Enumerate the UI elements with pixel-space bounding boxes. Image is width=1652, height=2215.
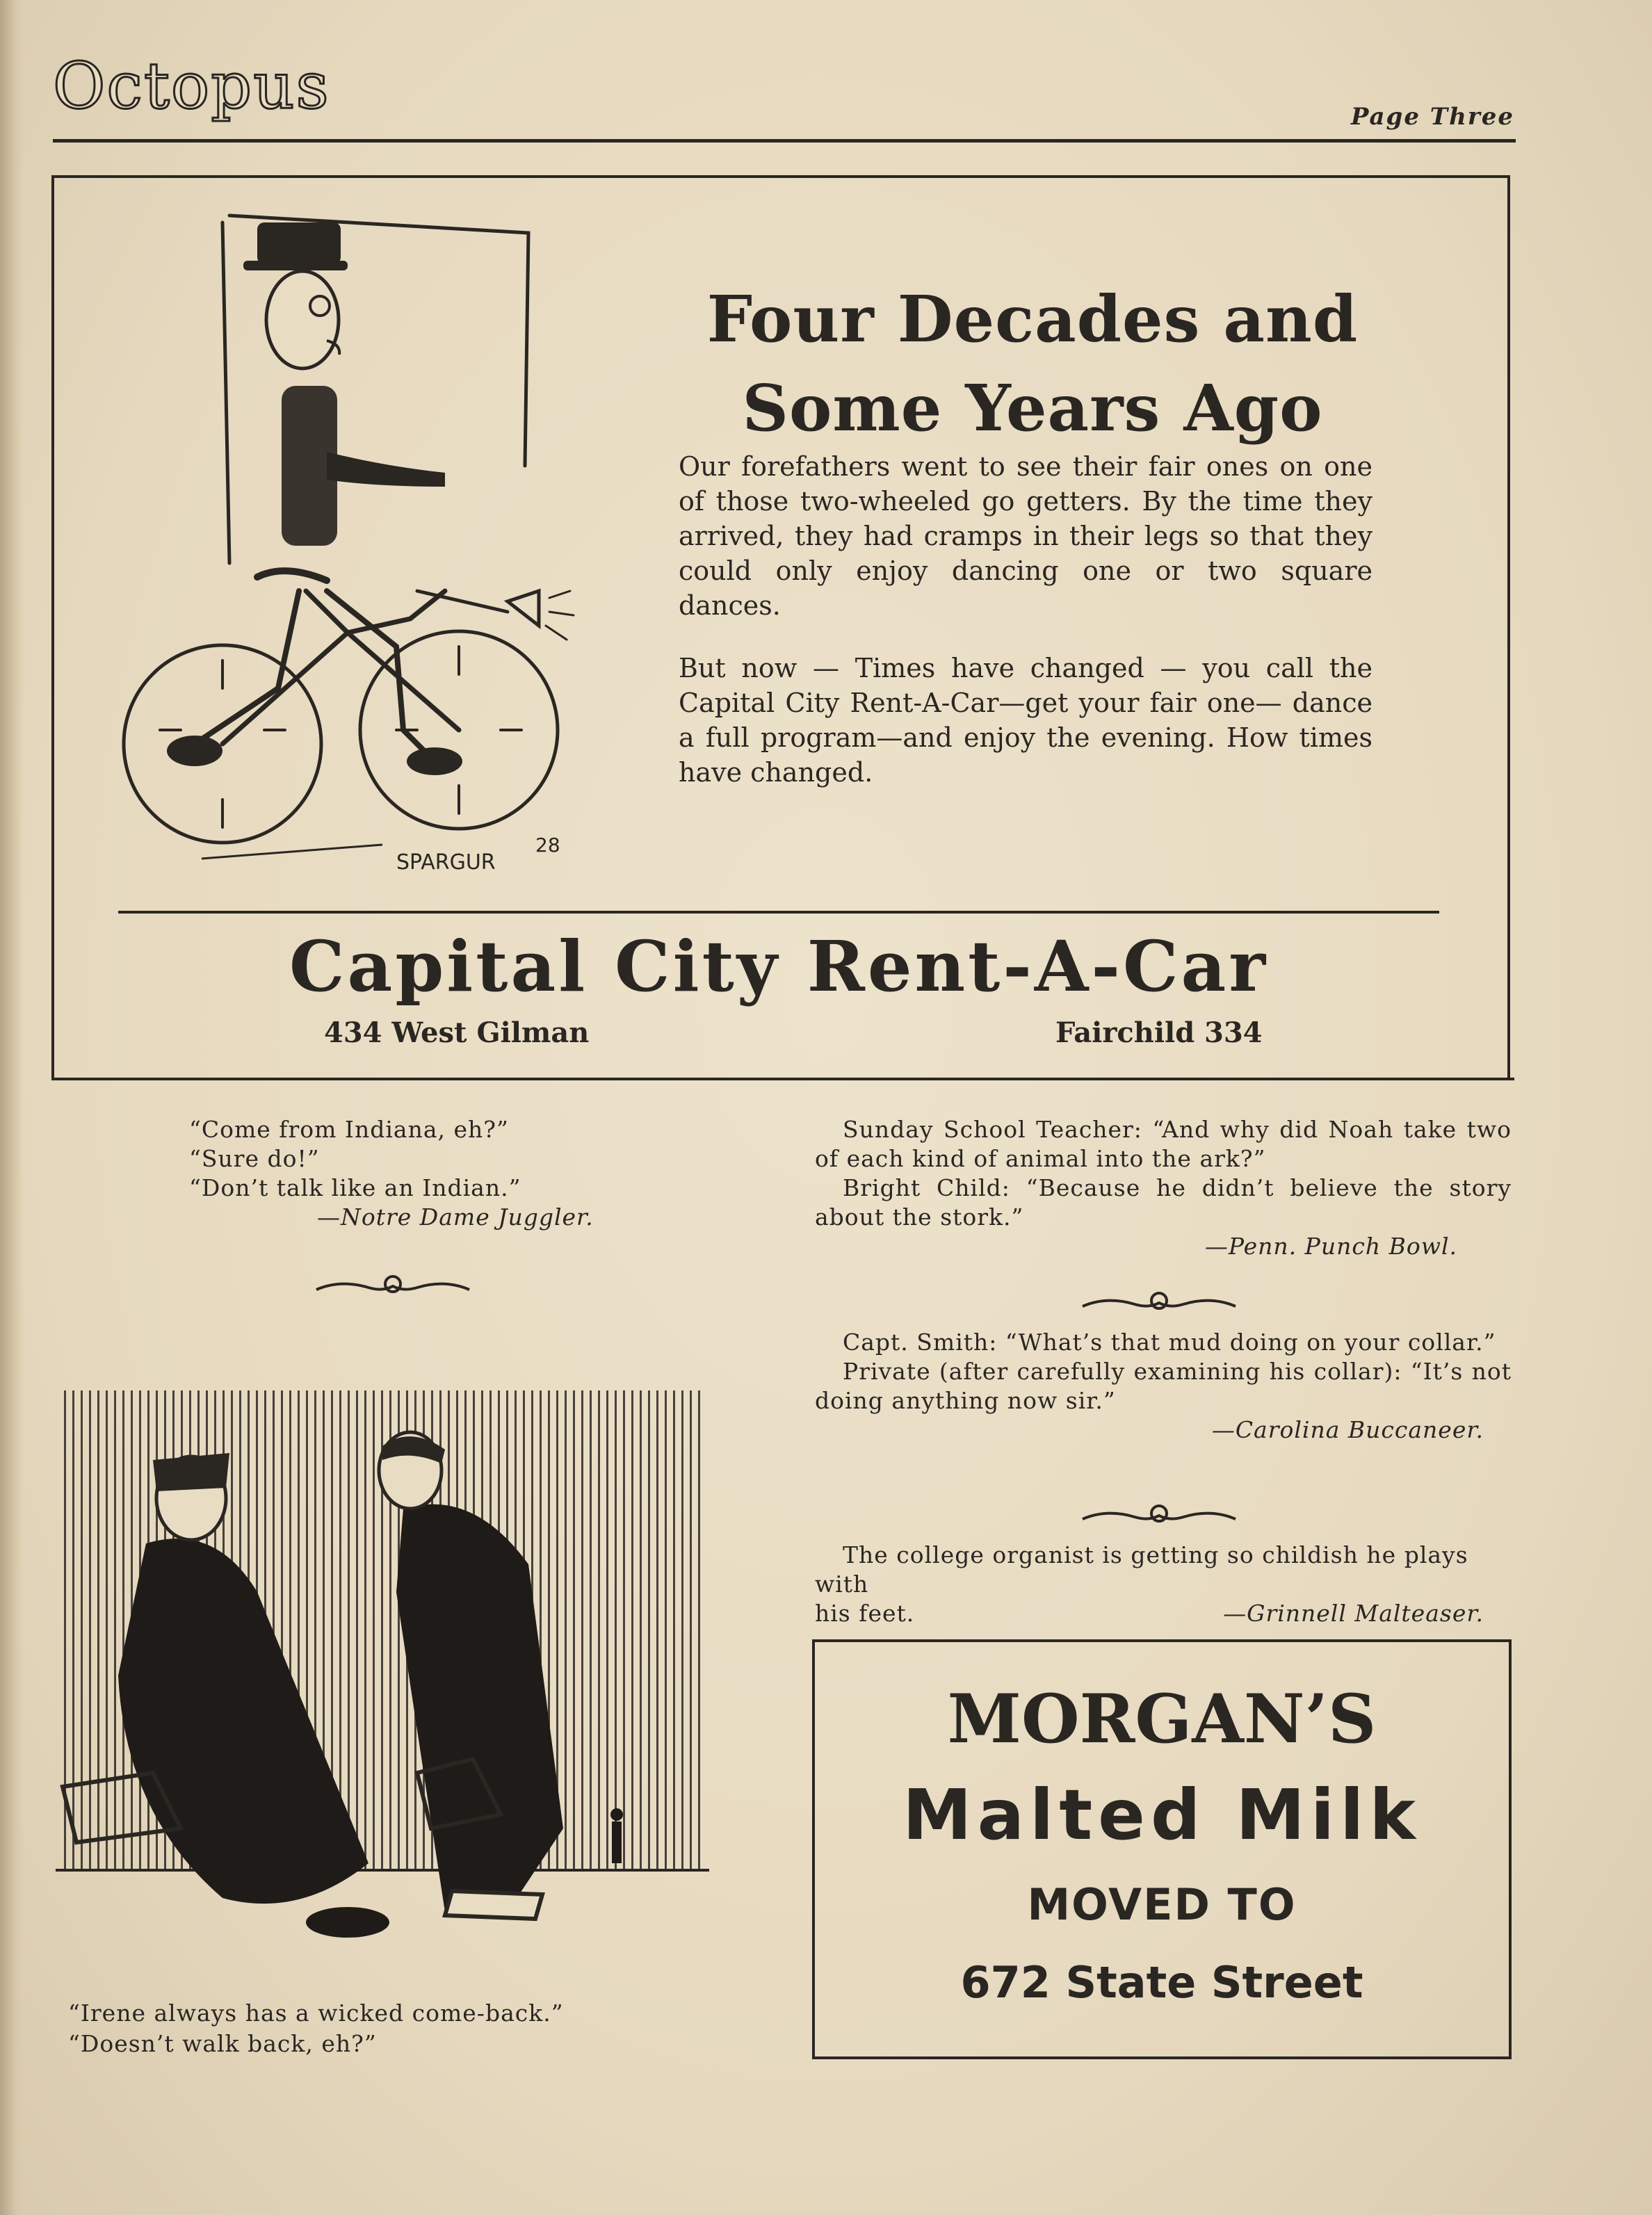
joke-line: “Don’t talk like an Indian.” bbox=[189, 1174, 521, 1201]
morgans-name: MORGAN’S bbox=[947, 1680, 1377, 1758]
joke-line: The college organist is getting so childish he plays with bbox=[815, 1541, 1468, 1598]
joke-paragraph: Private (after carefully examining his collar): “It’s not doing anything now sir.” bbox=[815, 1358, 1512, 1414]
joke-paragraph: Sunday School Teacher: “And why did Noah take two of each kind of animal into the ark?” bbox=[815, 1116, 1512, 1172]
joke-noah bbox=[815, 1115, 1512, 1261]
caption-line-1: “Irene always has a wicked come-back.” bbox=[68, 1999, 564, 2027]
joke-credit: —Notre Dame Juggler. bbox=[317, 1203, 594, 1231]
morgans-moved: MOVED TO bbox=[1027, 1879, 1297, 1930]
joke-credit: —Penn. Punch Bowl. bbox=[1204, 1233, 1457, 1260]
morgans-product: Malted Milk bbox=[902, 1774, 1421, 1856]
joke-line: “Come from Indiana, eh?” bbox=[189, 1116, 509, 1143]
ornament-divider bbox=[1079, 1502, 1239, 1530]
ornament-divider bbox=[313, 1272, 473, 1300]
company-name: Capital City Rent-A-Car bbox=[289, 925, 1269, 1007]
joke-paragraph: Capt. Smith: “What’s that mud doing on your collar.” bbox=[843, 1329, 1496, 1356]
joke-credit: —Carolina Buccaneer. bbox=[1211, 1416, 1484, 1443]
joke-paragraph: Bright Child: “Because he didn’t believe the story about the stork.” bbox=[815, 1174, 1512, 1231]
joke-collar bbox=[815, 1328, 1512, 1445]
artist-year: 28 bbox=[535, 834, 560, 857]
joke-indiana bbox=[189, 1115, 620, 1232]
cartoon-illustration bbox=[56, 1384, 709, 1967]
header-rule bbox=[53, 139, 1516, 143]
ad-paragraph-2: But now — Times have changed — you call the Capital City Rent-A-Car—get your fair one— dance a full program—and enjoy the evening. How times have changed. bbox=[679, 653, 1372, 788]
ad-headline bbox=[667, 275, 1398, 453]
ad-headline-line2: Some Years Ago bbox=[742, 371, 1323, 446]
ornament-divider bbox=[1079, 1289, 1239, 1317]
bicycle-illustration bbox=[118, 202, 605, 897]
caption-line-2: “Doesn’t walk back, eh?” bbox=[68, 2030, 377, 2057]
joke-organist bbox=[815, 1541, 1512, 1628]
joke-credit: —Grinnell Malteaser. bbox=[1223, 1600, 1484, 1627]
binding-shadow bbox=[0, 0, 24, 2215]
ad-bottom-rule bbox=[51, 1078, 1514, 1080]
company-address: 434 West Gilman bbox=[324, 1016, 590, 1049]
morgans-address: 672 State Street bbox=[960, 1957, 1363, 2008]
ad-headline-line1: Four Decades and bbox=[706, 282, 1359, 357]
ad-divider bbox=[118, 911, 1439, 914]
company-phone: Fairchild 334 bbox=[1055, 1016, 1263, 1049]
masthead-title: Octopus bbox=[53, 49, 330, 123]
cartoon-caption bbox=[68, 1998, 564, 2059]
page-number: Page Three bbox=[1350, 103, 1514, 131]
joke-line: his feet. bbox=[815, 1600, 915, 1627]
ad-paragraph-1: Our forefathers went to see their fair ones on one of those two-wheeled go getters. By the time they arrived, they had cramps in their legs so that they could only enjoy dancing one or two square dances. bbox=[679, 451, 1372, 621]
artist-signature: SPARGUR bbox=[396, 850, 496, 875]
joke-line: “Sure do!” bbox=[189, 1145, 320, 1172]
